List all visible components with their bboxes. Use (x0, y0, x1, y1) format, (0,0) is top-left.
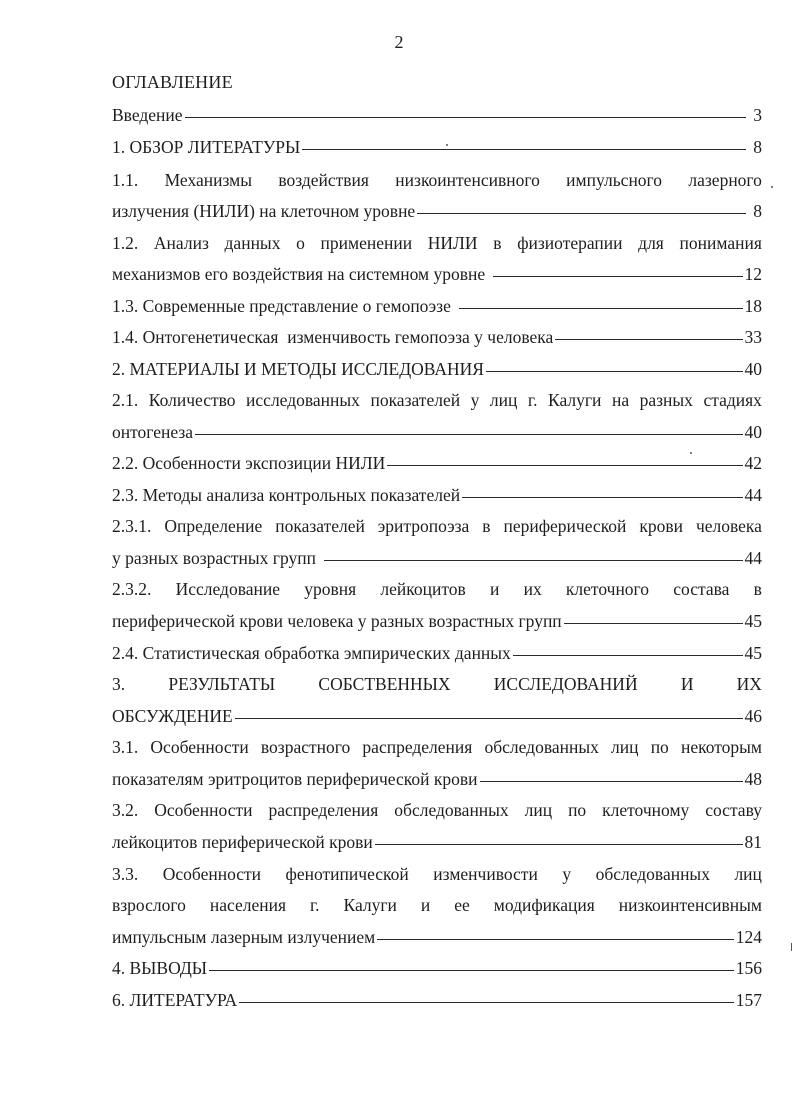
toc-entry-page: 157 (735, 990, 762, 1010)
toc-word: 2.1. (112, 390, 139, 410)
leader-line (387, 465, 742, 466)
toc-entry-2-1-line1 (112, 389, 762, 411)
toc-word: крови (639, 516, 684, 536)
toc-entry-page: 48 (744, 769, 762, 789)
toc-word: данных (224, 233, 281, 253)
toc-entry-2-3-1-line1 (112, 515, 762, 537)
toc-entry-text: лейкоцитов периферической крови (112, 832, 373, 852)
toc-entry-1-3 (112, 295, 762, 317)
toc-entry-text: 1.3. Современные представление о гемопоэзе (112, 296, 451, 316)
toc-word: на (611, 390, 630, 410)
toc-entry-text: механизмов его воздействия на системном уровне (112, 264, 486, 284)
toc-word: 2.3.1. (112, 516, 152, 536)
toc-word: ИССЛЕДОВАНИЙ (493, 674, 638, 694)
toc-word: СОБСТВЕННЫХ (318, 674, 451, 694)
toc-word: распределения (268, 800, 379, 820)
toc-entry-page: 81 (744, 832, 762, 852)
toc-word: Калуги (343, 895, 397, 915)
toc-word: клеточного (565, 579, 650, 599)
toc-word: лейкоцитов (380, 579, 466, 599)
toc-entry-2-3-1-line2 (112, 547, 762, 569)
leader-line (239, 1002, 734, 1003)
toc-word: Механизмы (164, 170, 252, 190)
toc-word: некоторым (680, 737, 762, 757)
toc-word: в (493, 233, 502, 253)
toc-word: воздействия (278, 170, 369, 190)
toc-entry-6 (112, 989, 762, 1011)
leader-line (209, 970, 734, 971)
toc-word: ее (454, 895, 470, 915)
toc-word: и (420, 895, 431, 915)
scan-speck (771, 186, 773, 188)
toc-word: исследованных (246, 390, 360, 410)
toc-entry-1-4 (112, 326, 762, 348)
toc-word: г. (309, 895, 320, 915)
toc-entry-3-3-line2 (112, 894, 762, 916)
toc-entry-page: 8 (753, 137, 762, 157)
toc-word: клеточному (602, 800, 690, 820)
scan-speck (446, 144, 448, 146)
toc-entry-2-4 (112, 642, 762, 664)
toc-entry-text: показателям эритроцитов периферической крови (112, 769, 478, 789)
toc-word: в (753, 579, 762, 599)
leader-line (377, 939, 734, 940)
toc-word: изменчивости (433, 864, 538, 884)
toc-word: 3.2. (112, 800, 139, 820)
toc-entry-3-line2 (112, 705, 762, 727)
toc-entry-page: 44 (744, 548, 762, 568)
toc-entry-1-1-line2 (112, 200, 762, 222)
toc-word: РЕЗУЛЬТАТЫ (168, 674, 276, 694)
toc-word: 1.2. (112, 233, 139, 253)
toc-word: человека (695, 516, 762, 536)
toc-entry-text: периферической крови человека у разных возрастных групп (112, 611, 562, 631)
leader-line (375, 844, 743, 845)
toc-entry-page: 40 (744, 359, 762, 379)
toc-entry-1-2-line1 (112, 232, 762, 254)
leader-line (493, 276, 742, 277)
toc-entry-page: 156 (735, 958, 762, 978)
toc-entry-text: 1.4. Онтогенетическая изменчивость гемопоэза у человека (112, 327, 554, 347)
toc-word: применении (320, 233, 413, 253)
toc-word: ИХ (736, 674, 762, 694)
toc-entry-3-3-line1 (112, 863, 762, 885)
toc-entry-page: 18 (744, 296, 762, 316)
toc-word: и (489, 579, 500, 599)
toc-word: в (482, 516, 491, 536)
toc-word: уровня (304, 579, 357, 599)
leader-line (555, 339, 742, 340)
toc-word: обследованных (394, 800, 509, 820)
toc-word: 2.3.2. (112, 579, 152, 599)
toc-entry-2-3 (112, 484, 762, 506)
toc-entry-text: 2.2. Особенности экспозиции НИЛИ (112, 453, 386, 473)
toc-entry-1-1-line1 (112, 169, 762, 191)
toc-entry-3-1-line1 (112, 736, 762, 758)
toc-word: Калуги (548, 390, 602, 410)
toc-word: распределения (362, 737, 473, 757)
toc-word: лиц (611, 737, 639, 757)
toc-entry-text: импульсным лазерным излучением (112, 927, 376, 947)
scan-speck (791, 943, 792, 951)
toc-entry-2-3-2-line1 (112, 578, 762, 600)
toc-entry-2-2 (112, 452, 762, 474)
toc-entry-1 (112, 136, 762, 158)
toc-word: Определение (164, 516, 263, 536)
toc-word: фенотипической (285, 864, 409, 884)
toc-entry-page: 45 (744, 643, 762, 663)
toc-word: Особенности (162, 864, 262, 884)
toc-word: г. (527, 390, 538, 410)
toc-word: НИЛИ (427, 233, 478, 253)
toc-entry-page: 46 (744, 706, 762, 726)
toc-entry-page: 124 (735, 927, 762, 947)
toc-entry-text: Введение (112, 105, 183, 125)
toc-word: периферической (503, 516, 627, 536)
leader-line (462, 497, 742, 498)
toc-word: Количество (148, 390, 236, 410)
toc-entry-page: 3 (753, 105, 762, 125)
toc-entry-3-1-line2 (112, 768, 762, 790)
toc-entry-text: у разных возрастных групп (112, 548, 316, 568)
toc-word: лиц (734, 864, 762, 884)
toc-word: 3.1. (112, 737, 139, 757)
toc-entry-page: 44 (744, 485, 762, 505)
toc-word: у (562, 864, 572, 884)
toc-word: их (523, 579, 542, 599)
toc-word: лиц (489, 390, 518, 410)
toc-entry-text: ОБСУЖДЕНИЕ (112, 706, 233, 726)
toc-word: разных (639, 390, 693, 410)
leader-line (513, 655, 743, 656)
toc-entry-intro (112, 104, 762, 126)
leader-line (324, 560, 743, 561)
toc-word: понимания (679, 233, 762, 253)
toc-entry-3-2-line1 (112, 799, 762, 821)
toc-entry-3-line1 (112, 673, 762, 695)
toc-entry-text: 4. ВЫВОДЫ (112, 958, 208, 978)
toc-entry-text: 2. МАТЕРИАЛЫ И МЕТОДЫ ИССЛЕДОВАНИЯ (112, 359, 484, 379)
toc-entry-text: 1. ОБЗОР ЛИТЕРАТУРЫ (112, 137, 301, 157)
toc-word: 1.1. (112, 170, 139, 190)
toc-word: модификация (493, 895, 595, 915)
leader-line (480, 781, 743, 782)
toc-entry-3-2-line2 (112, 831, 762, 853)
toc-entry-page: 40 (744, 422, 762, 442)
leader-line (185, 117, 746, 118)
toc-word: показателей (370, 390, 461, 410)
leader-line (302, 149, 746, 150)
toc-title: ОГЛАВЛЕНИЕ (112, 72, 233, 92)
toc-word: лазерного (688, 170, 762, 190)
toc-word: 3. (112, 674, 126, 694)
toc-word: И (680, 674, 694, 694)
leader-line (564, 623, 743, 624)
toc-entry-text: онтогенеза (112, 422, 194, 442)
leader-line (195, 434, 742, 435)
toc-word: обследованных (484, 737, 599, 757)
toc-word: по (568, 800, 587, 820)
toc-word: для (638, 233, 664, 253)
leader-line (459, 308, 743, 309)
toc-word: эритропоэза (377, 516, 470, 536)
toc-entry-1-2-line2 (112, 263, 762, 285)
toc-word: составу (705, 800, 762, 820)
page-number: 2 (394, 32, 404, 52)
toc-word: взрослого (112, 895, 186, 915)
toc-entry-page: 12 (744, 264, 762, 284)
toc-entry-2-3-2-line2 (112, 610, 762, 632)
toc-word: населения (209, 895, 286, 915)
toc-word: у (470, 390, 480, 410)
toc-word: возрастного (260, 737, 351, 757)
toc-entry-3-3-line3 (112, 926, 762, 948)
toc-entry-text: 2.4. Статистическая обработка эмпирических данных (112, 643, 511, 663)
toc-word: низкоинтенсивным (618, 895, 762, 915)
toc-word: Исследование (175, 579, 280, 599)
leader-line (486, 371, 743, 372)
toc-word: стадиях (703, 390, 762, 410)
toc-entry-text: 6. ЛИТЕРАТУРА (112, 990, 238, 1010)
leader-line (235, 718, 743, 719)
toc-word: по (650, 737, 669, 757)
toc-word: низкоинтенсивного (395, 170, 540, 190)
toc-entry-page: 45 (744, 611, 762, 631)
toc-word: 3.3. (112, 864, 139, 884)
toc-entry-4 (112, 957, 762, 979)
toc-entry-2 (112, 358, 762, 380)
toc-entry-page: 33 (744, 327, 762, 347)
toc-word: о (296, 233, 305, 253)
toc-word: Особенности (150, 737, 249, 757)
toc-word: физиотерапии (517, 233, 623, 253)
toc-word: лиц (524, 800, 553, 820)
toc-entry-page: 8 (753, 201, 762, 221)
toc-word: импульсного (566, 170, 663, 190)
toc-word: показателей (275, 516, 365, 536)
scan-speck (690, 452, 692, 454)
toc-entry-page: 42 (744, 453, 762, 473)
toc-word: Анализ (153, 233, 209, 253)
leader-line (417, 213, 746, 214)
toc-entry-text: 2.3. Методы анализа контрольных показателей (112, 485, 461, 505)
toc-word: Особенности (154, 800, 253, 820)
toc-entry-2-1-line2 (112, 421, 762, 443)
toc-word: обследованных (595, 864, 710, 884)
toc-word: состава (673, 579, 730, 599)
toc-entry-text: излучения (НИЛИ) на клеточном уровне (112, 201, 416, 221)
